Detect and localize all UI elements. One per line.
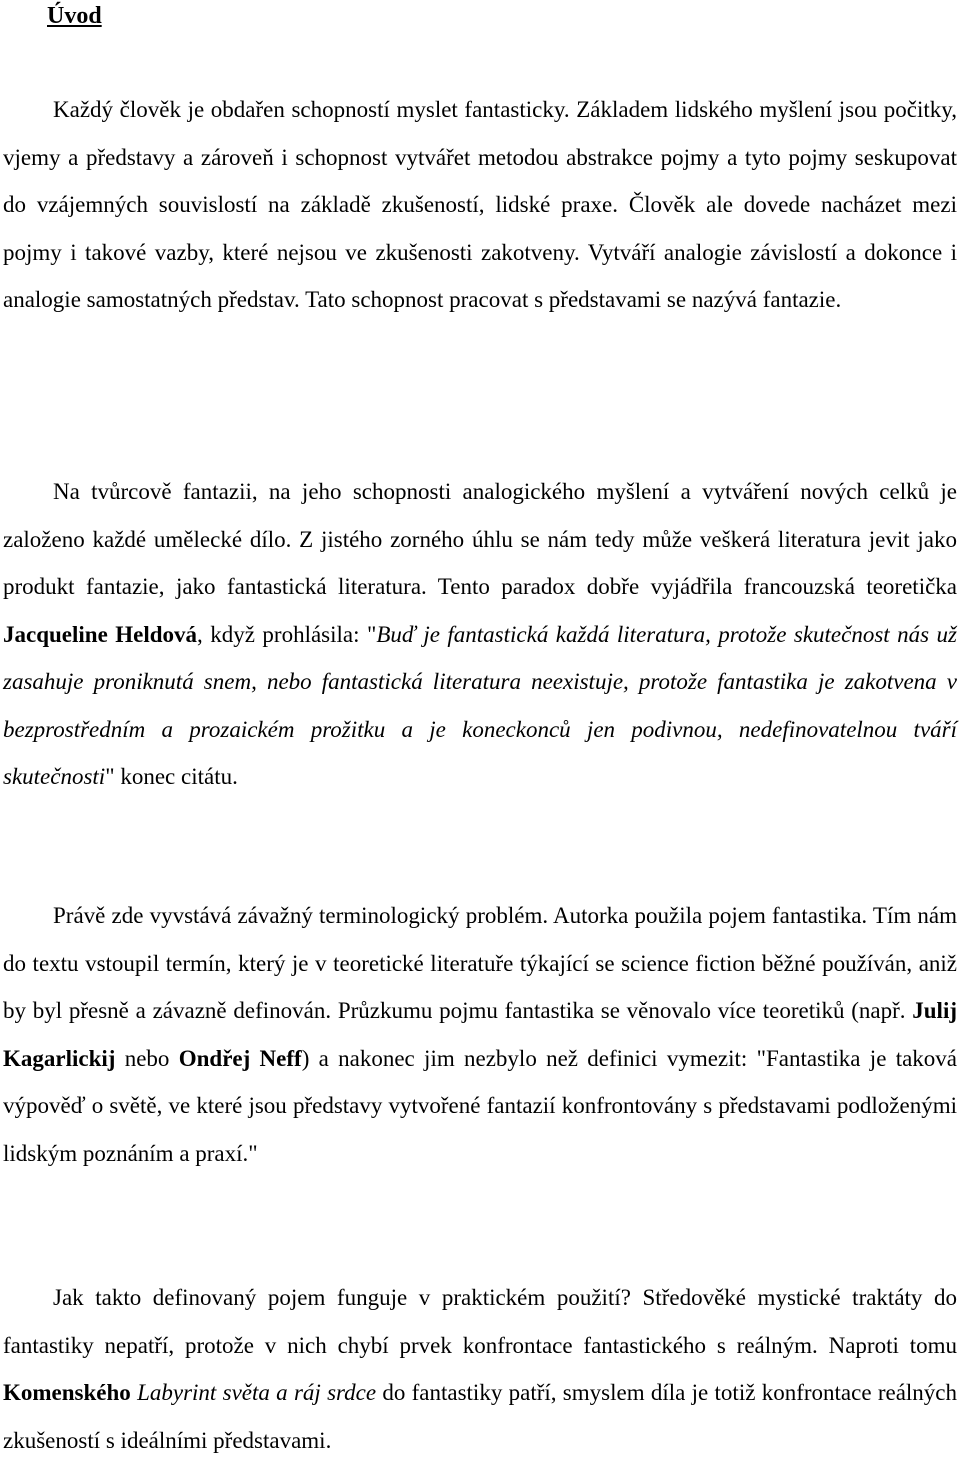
paragraph-4: [3, 1274, 957, 1464]
paragraph-4-text: Jak takto definovaný pojem funguje v praktickém použití? Středověké mystické traktáty do fantastiky nepatří, protože v nich chybí prvek konfrontace fantastického s reálným. Naproti tomu: [3, 1285, 957, 1358]
quotation: Buď je fantastická každá literatura, protože skutečnost nás už zasahuje proniknutá snem, nebo fantastická literatura neexistuje, protože fantastika je zakotvena v bezprostředním a prozaickém prožitku a je koneckonců jen podivnou, nedefinovatelnou tváří skutečnosti: [3, 621, 958, 789]
paragraph-3-text: Právě zde vyvstává závažný terminologický problém. Autorka použila pojem fantastika. Tím nám do textu vstoupil termín, který je v teoretické literatuře týkající se science fiction běžné používán, aniž by byl přesně a závazně definován. Průzkumu pojmu fantastika se věnovalo více teoretiků (např.: [3, 903, 957, 1023]
paragraph-2-text: " konec citátu.: [105, 764, 238, 789]
paragraph-4-text: do fantastiky patří, smyslem díla je totiž konfrontace reálných zkušeností s ideálními představami.: [3, 1380, 957, 1453]
author-name-heldova: Jacqueline Heldová: [3, 621, 198, 647]
author-name-kagarlickij: Julij Kagarlickij: [3, 998, 957, 1071]
book-title: Labyrint světa a ráj srdce: [137, 1380, 377, 1405]
paragraph-3: [3, 892, 957, 1177]
paragraph-1-text: Každý člověk je obdařen schopností myslet fantasticky. Základem lidského myšlení jsou počitky, vjemy a představy a zároveň i schopnost vytvářet metodou abstrakce pojmy a tyto pojmy seskupovat do vzájemných souvislostí na základě zkušeností, lidské praxe. Člověk ale dovede nacházet mezi pojmy i takové vazby, které nejsou ve zkušenosti zakotveny. Vytváří analogie závislostí a dokonce i analogie samostatných představ. Tato schopnost pracovat s představami se nazývá fantazie.: [3, 97, 957, 312]
paragraph-2-text: Na tvůrcově fantazii, na jeho schopnosti analogického myšlení a vytváření nových celků je založeno každé umělecké dílo. Z jistého zorného úhlu se nám tedy může veškerá literatura jevit jako produkt fantazie, jako fantastická literatura. Tento paradox dobře vyjádřila francouzská teoretička: [3, 479, 957, 599]
paragraph-2: [3, 468, 957, 801]
author-name-neff: Ondřej Neff: [178, 1045, 302, 1071]
paragraph-1: [3, 86, 957, 324]
paragraph-2-text: , když prohlásila: ": [197, 621, 377, 647]
paragraph-3-text: nebo: [115, 1045, 179, 1071]
section-heading: Úvod: [47, 3, 102, 29]
paragraph-3-text: ) a nakonec jim nezbylo než definici vymezit: "Fantastika je taková výpověď o světě, ve které jsou představy vytvořené fantazií konfrontovány s představami podloženými lidským poznáním a praxí.": [3, 1045, 957, 1166]
author-name-komensky: Komenského: [3, 1380, 131, 1405]
